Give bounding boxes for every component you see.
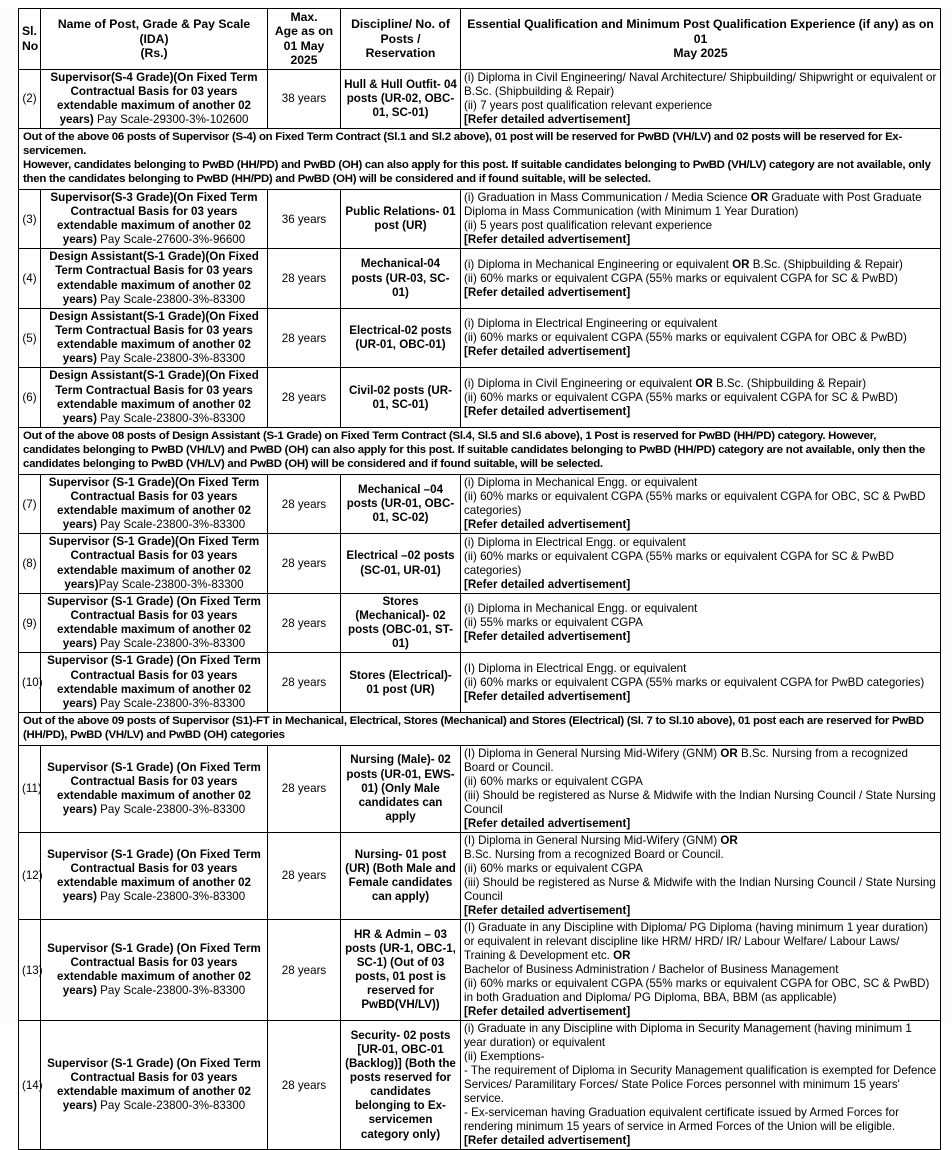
table-row <box>19 534 941 594</box>
pay-scale-text: Pay Scale-23800-3%-83300 <box>96 518 246 532</box>
column-header-max-age: Max. Age as on 01 May 2025 <box>268 9 341 70</box>
cell-max-age: 28 years <box>268 919 341 1020</box>
cell-post-name: Supervisor (S-1 Grade) (On Fixed Term Contractual Basis for 03 years extendable maximum of another 02 years) Pay Scale-23800-3%-83300 <box>41 919 268 1020</box>
cell-max-age: 28 years <box>268 832 341 919</box>
pay-scale-text: Pay Scale-23800-3%-83300 <box>96 984 246 998</box>
cell-max-age: 28 years <box>268 653 341 713</box>
cell-post-name: Supervisor (S-1 Grade) (On Fixed Term Contractual Basis for 03 years extendable maximum of another 02 years) Pay Scale-23800-3%-83300 <box>41 1021 268 1150</box>
pay-scale-text: Pay Scale-23800-3%-83300 <box>96 292 246 306</box>
cell-post-name: Supervisor (S-1 Grade)(On Fixed Term Contractual Basis for 03 years extendable maximum of another 02 years)Pay Scale-23800-3%-83300 <box>41 534 268 594</box>
table-note-row <box>19 428 941 475</box>
cell-post-name: Supervisor(S-4 Grade)(On Fixed Term Contractual Basis for 03 years extendable maximum of another 02 years) Pay Scale-29300-3%-102600 <box>41 69 268 129</box>
cell-sl-no: (14) <box>19 1021 41 1150</box>
pay-scale-text: Pay Scale-29300-3%-102600 <box>93 112 249 126</box>
header-row <box>19 9 941 70</box>
refer-advertisement-text: [Refer detailed advertisement] <box>464 577 631 591</box>
column-header-essential-qualification: Essential Qualification and Minimum Post Qualification Experience (if any) as on 01 May 2025 <box>461 9 941 70</box>
cell-discipline: Mechanical –04 posts (UR-01, OBC-01, SC-02) <box>341 474 461 534</box>
refer-advertisement-text: [Refer detailed advertisement] <box>464 816 631 830</box>
cell-discipline: Stores (Mechanical)- 02 posts (OBC-01, ST-01) <box>341 593 461 653</box>
table-row <box>19 249 941 309</box>
cell-discipline: Nursing- 01 post (UR) (Both Male and Female candidates can apply) <box>341 832 461 919</box>
cell-essential-qualification: (i) Graduation in Mass Communication / Media Science OR Graduate with Post Graduate Diploma in Mass Communication (with Minimum 1 Year Duration) (ii) 5 years post qualification relevant experience [Refer detailed advertisement] <box>461 189 941 249</box>
cell-max-age: 28 years <box>268 1021 341 1150</box>
cell-max-age: 28 years <box>268 368 341 428</box>
column-header-name-of-post: Name of Post, Grade & Pay Scale (IDA) (Rs.) <box>41 9 268 70</box>
column-header-discipline: Discipline/ No. of Posts / Reservation <box>341 9 461 70</box>
pay-scale-text: Pay Scale-23800-3%-83300 <box>96 890 246 904</box>
pay-scale-text: Pay Scale-23800-3%-83300 <box>98 577 244 591</box>
recruitment-table <box>18 8 941 1150</box>
cell-essential-qualification: (I) Diploma in Electrical Engg. or equivalent (ii) 60% marks or equivalent CGPA (55% marks or equivalent CGPA for PwBD categories) [Refer detailed advertisement] <box>461 653 941 713</box>
cell-essential-qualification: (i) Diploma in Mechanical Engineering or equivalent OR B.Sc. (Shipbuilding & Repair) (ii) 60% marks or equivalent CGPA (55% marks or equivalent CGPA for SC & PwBD) [Refer detailed advertisement] <box>461 249 941 309</box>
cell-post-name: Supervisor (S-1 Grade)(On Fixed Term Contractual Basis for 03 years extendable maximum of another 02 years) Pay Scale-23800-3%-83300 <box>41 474 268 534</box>
refer-advertisement-text: [Refer detailed advertisement] <box>464 112 631 126</box>
cell-essential-qualification: (i) Graduate in any Discipline with Diploma in Security Management (having minimum 1 year duration) or equivalent (ii) Exemptions- - The requirement of Diploma in Security Management qualification is exempted for Defence Services/ Paramilitary Forces/ State Police Forces personnel with minimum 15 years' service. - Ex-serviceman having Graduation equivalent certificate issued by Armed Forces for rendering minimum 15 years of service in Armed Forces of the Union will be eligible. [Refer detailed advertisement] <box>461 1021 941 1150</box>
cell-sl-no: (3) <box>19 189 41 249</box>
cell-sl-no: (9) <box>19 593 41 653</box>
cell-sl-no: (11) <box>19 745 41 832</box>
cell-sl-no: (4) <box>19 249 41 309</box>
cell-sl-no: (8) <box>19 534 41 594</box>
note-text: Out of the above 09 posts of Supervisor (S1)-FT in Mechanical, Electrical, Stores (Mechanical) and Stores (Electrical) (Sl. 7 to Sl.10 above), 01 post each are reserved for PwBD (HH/PD), PwBD (VH/LV) and PwBD (OH) categories <box>19 712 941 745</box>
cell-sl-no: (10) <box>19 653 41 713</box>
refer-advertisement-text: [Refer detailed advertisement] <box>464 233 631 247</box>
table-header <box>19 9 941 70</box>
refer-advertisement-text: [Refer detailed advertisement] <box>464 1005 631 1019</box>
table-row <box>19 189 941 249</box>
cell-discipline: Civil-02 posts (UR-01, SC-01) <box>341 368 461 428</box>
cell-post-name: Design Assistant(S-1 Grade)(On Fixed Term Contractual Basis for 03 years extendable maximum of another 02 years) Pay Scale-23800-3%-83300 <box>41 249 268 309</box>
cell-essential-qualification: (i) Diploma in Electrical Engg. or equivalent (ii) 60% marks or equivalent CGPA (55% marks or equivalent CGPA for SC & PwBD categories) [Refer detailed advertisement] <box>461 534 941 594</box>
table-row <box>19 593 941 653</box>
cell-sl-no: (2) <box>19 69 41 129</box>
refer-advertisement-text: [Refer detailed advertisement] <box>464 903 631 917</box>
refer-advertisement-text: [Refer detailed advertisement] <box>464 630 631 644</box>
cell-max-age: 36 years <box>268 189 341 249</box>
cell-sl-no: (7) <box>19 474 41 534</box>
table-row <box>19 745 941 832</box>
table-row <box>19 474 941 534</box>
cell-max-age: 28 years <box>268 593 341 653</box>
refer-advertisement-text: [Refer detailed advertisement] <box>464 689 631 703</box>
cell-max-age: 28 years <box>268 474 341 534</box>
table-row <box>19 308 941 368</box>
cell-essential-qualification: (I) Graduate in any Discipline with Diploma/ PG Diploma (having minimum 1 year duration) or equivalent in relevant discipline like HRM/ HRD/ IR/ Labour Welfare/ Labour Laws/ Training & Development etc. OR Bachelor of Business Administration / Bachelor of Business Management (ii) 60% marks or equivalent CGPA (55% marks or equivalent CGPA for OBC, SC & PwBD) in both Graduation and Diploma/ PG Diploma, BBA, BBM (as applicable) [Refer detailed advertisement] <box>461 919 941 1020</box>
refer-advertisement-text: [Refer detailed advertisement] <box>464 1134 631 1148</box>
note-text: Out of the above 08 posts of Design Assistant (S-1 Grade) on Fixed Term Contract (Sl.4, Sl.5 and Sl.6 above), 1 Post is reserved for PwBD (HH/PD) category. However, candidates belonging to PwBD (VH/LV) and PwBD (OH) can also apply for this post. If suitable candidates belonging to PwBD (HH/PD) category are not available, only then the candidates belonging to PwBD (VH/LV) and PwBD (OH) will be considered and if found suitable, will be selected. <box>19 428 941 475</box>
cell-essential-qualification: (i) Diploma in Electrical Engineering or equivalent (ii) 60% marks or equivalent CGPA (55% marks or equivalent CGPA for OBC & PwBD) [Refer detailed advertisement] <box>461 308 941 368</box>
cell-post-name: Design Assistant(S-1 Grade)(On Fixed Term Contractual Basis for 03 years extendable maximum of another 02 years) Pay Scale-23800-3%-83300 <box>41 308 268 368</box>
pay-scale-text: Pay Scale-23800-3%-83300 <box>96 637 246 651</box>
cell-max-age: 28 years <box>268 534 341 594</box>
cell-discipline: Electrical-02 posts (UR-01, OBC-01) <box>341 308 461 368</box>
refer-advertisement-text: [Refer detailed advertisement] <box>464 285 631 299</box>
cell-max-age: 38 years <box>268 69 341 129</box>
pay-scale-text: Pay Scale-23800-3%-83300 <box>96 802 246 816</box>
table-row <box>19 368 941 428</box>
cell-discipline: Stores (Electrical)- 01 post (UR) <box>341 653 461 713</box>
column-header-sl-no: Sl. No <box>19 9 41 70</box>
refer-advertisement-text: [Refer detailed advertisement] <box>464 518 631 532</box>
cell-discipline: Hull & Hull Outfit- 04 posts (UR-02, OBC-01, SC-01) <box>341 69 461 129</box>
cell-post-name: Design Assistant(S-1 Grade)(On Fixed Term Contractual Basis for 03 years extendable maximum of another 02 years) Pay Scale-23800-3%-83300 <box>41 368 268 428</box>
table-row <box>19 1021 941 1150</box>
pay-scale-text: Pay Scale-23800-3%-83300 <box>96 352 246 366</box>
cell-essential-qualification: (I) Diploma in General Nursing Mid-Wifery (GNM) OR B.Sc. Nursing from a recognized Board or Council. (ii) 60% marks or equivalent CGPA (iii) Should be registered as Nurse & Midwife with the Indian Nursing Council / State Nursing Council [Refer detailed advertisement] <box>461 745 941 832</box>
document-page <box>0 8 952 1148</box>
cell-essential-qualification: (i) Diploma in Civil Engineering or equivalent OR B.Sc. (Shipbuilding & Repair) (ii) 60% marks or equivalent CGPA (55% marks or equivalent CGPA for SC & PwBD) [Refer detailed advertisement] <box>461 368 941 428</box>
table-row <box>19 919 941 1020</box>
table-note-row <box>19 129 941 190</box>
table-row <box>19 69 941 129</box>
cell-post-name: Supervisor(S-3 Grade)(On Fixed Term Contractual Basis for 03 years extendable maximum of another 02 years) Pay Scale-27600-3%-96600 <box>41 189 268 249</box>
cell-post-name: Supervisor (S-1 Grade) (On Fixed Term Contractual Basis for 03 years extendable maximum of another 02 years) Pay Scale-23800-3%-83300 <box>41 653 268 713</box>
note-text: Out of the above 06 posts of Supervisor (S-4) on Fixed Term Contract (Sl.1 and Sl.2 above), 01 post will be reserved for PwBD (VH/LV) and 02 posts will be reserved for Ex-servicemen. However, candidates belonging to PwBD (HH/PD) and PwBD (OH) can also apply for this post. If suitable candidates belonging to PwBD (VH/LV) category are not available, only then the candidates belonging to PwBD (HH/PD) and PwBD (OH) will be considered and if found suitable, will be selected. <box>19 129 941 190</box>
cell-discipline: Nursing (Male)- 02 posts (UR-01, EWS-01) (Only Male candidates can apply <box>341 745 461 832</box>
cell-sl-no: (5) <box>19 308 41 368</box>
cell-essential-qualification: (I) Diploma in General Nursing Mid-Wifery (GNM) OR B.Sc. Nursing from a recognized Board or Council. (ii) 60% marks or equivalent CGPA (iii) Should be registered as Nurse & Midwife with the Indian Nursing Council / State Nursing Council [Refer detailed advertisement] <box>461 832 941 919</box>
pay-scale-text: Pay Scale-23800-3%-83300 <box>96 411 246 425</box>
refer-advertisement-text: [Refer detailed advertisement] <box>464 345 631 359</box>
cell-sl-no: (6) <box>19 368 41 428</box>
pay-scale-text: Pay Scale-27600-3%-96600 <box>96 233 246 247</box>
cell-discipline: Mechanical-04 posts (UR-03, SC-01) <box>341 249 461 309</box>
cell-post-name: Supervisor (S-1 Grade) (On Fixed Term Contractual Basis for 03 years extendable maximum of another 02 years) Pay Scale-23800-3%-83300 <box>41 832 268 919</box>
cell-essential-qualification: (i) Diploma in Mechanical Engg. or equivalent (ii) 55% marks or equivalent CGPA [Refer detailed advertisement] <box>461 593 941 653</box>
pay-scale-text: Pay Scale-23800-3%-83300 <box>96 1099 246 1113</box>
cell-discipline: Security- 02 posts [UR-01, OBC-01 (Backlog)] (Both the posts reserved for candidates belonging to Ex-servicemen category only) <box>341 1021 461 1150</box>
table-row <box>19 832 941 919</box>
cell-post-name: Supervisor (S-1 Grade) (On Fixed Term Contractual Basis for 03 years extendable maximum of another 02 years) Pay Scale-23800-3%-83300 <box>41 593 268 653</box>
cell-sl-no: (13) <box>19 919 41 1020</box>
refer-advertisement-text: [Refer detailed advertisement] <box>464 404 631 418</box>
cell-max-age: 28 years <box>268 745 341 832</box>
cell-max-age: 28 years <box>268 308 341 368</box>
cell-essential-qualification: (i) Diploma in Mechanical Engg. or equivalent (ii) 60% marks or equivalent CGPA (55% marks or equivalent CGPA for OBC, SC & PwBD categories) [Refer detailed advertisement] <box>461 474 941 534</box>
table-row <box>19 653 941 713</box>
table-note-row <box>19 712 941 745</box>
cell-discipline: Public Relations- 01 post (UR) <box>341 189 461 249</box>
cell-discipline: HR & Admin – 03 posts (UR-1, OBC-1, SC-1) (Out of 03 posts, 01 post is reserved for PwBD(VH/LV)) <box>341 919 461 1020</box>
pay-scale-text: Pay Scale-23800-3%-83300 <box>96 696 246 710</box>
cell-max-age: 28 years <box>268 249 341 309</box>
cell-essential-qualification: (i) Diploma in Civil Engineering/ Naval Architecture/ Shipbuilding/ Shipwright or equivalent or B.Sc. (Shipbuilding & Repair) (ii) 7 years post qualification relevant experience [Refer detailed advertisement] <box>461 69 941 129</box>
cell-discipline: Electrical –02 posts (SC-01, UR-01) <box>341 534 461 594</box>
cell-sl-no: (12) <box>19 832 41 919</box>
cell-post-name: Supervisor (S-1 Grade) (On Fixed Term Contractual Basis for 03 years extendable maximum of another 02 years) Pay Scale-23800-3%-83300 <box>41 745 268 832</box>
table-body <box>19 69 941 1150</box>
